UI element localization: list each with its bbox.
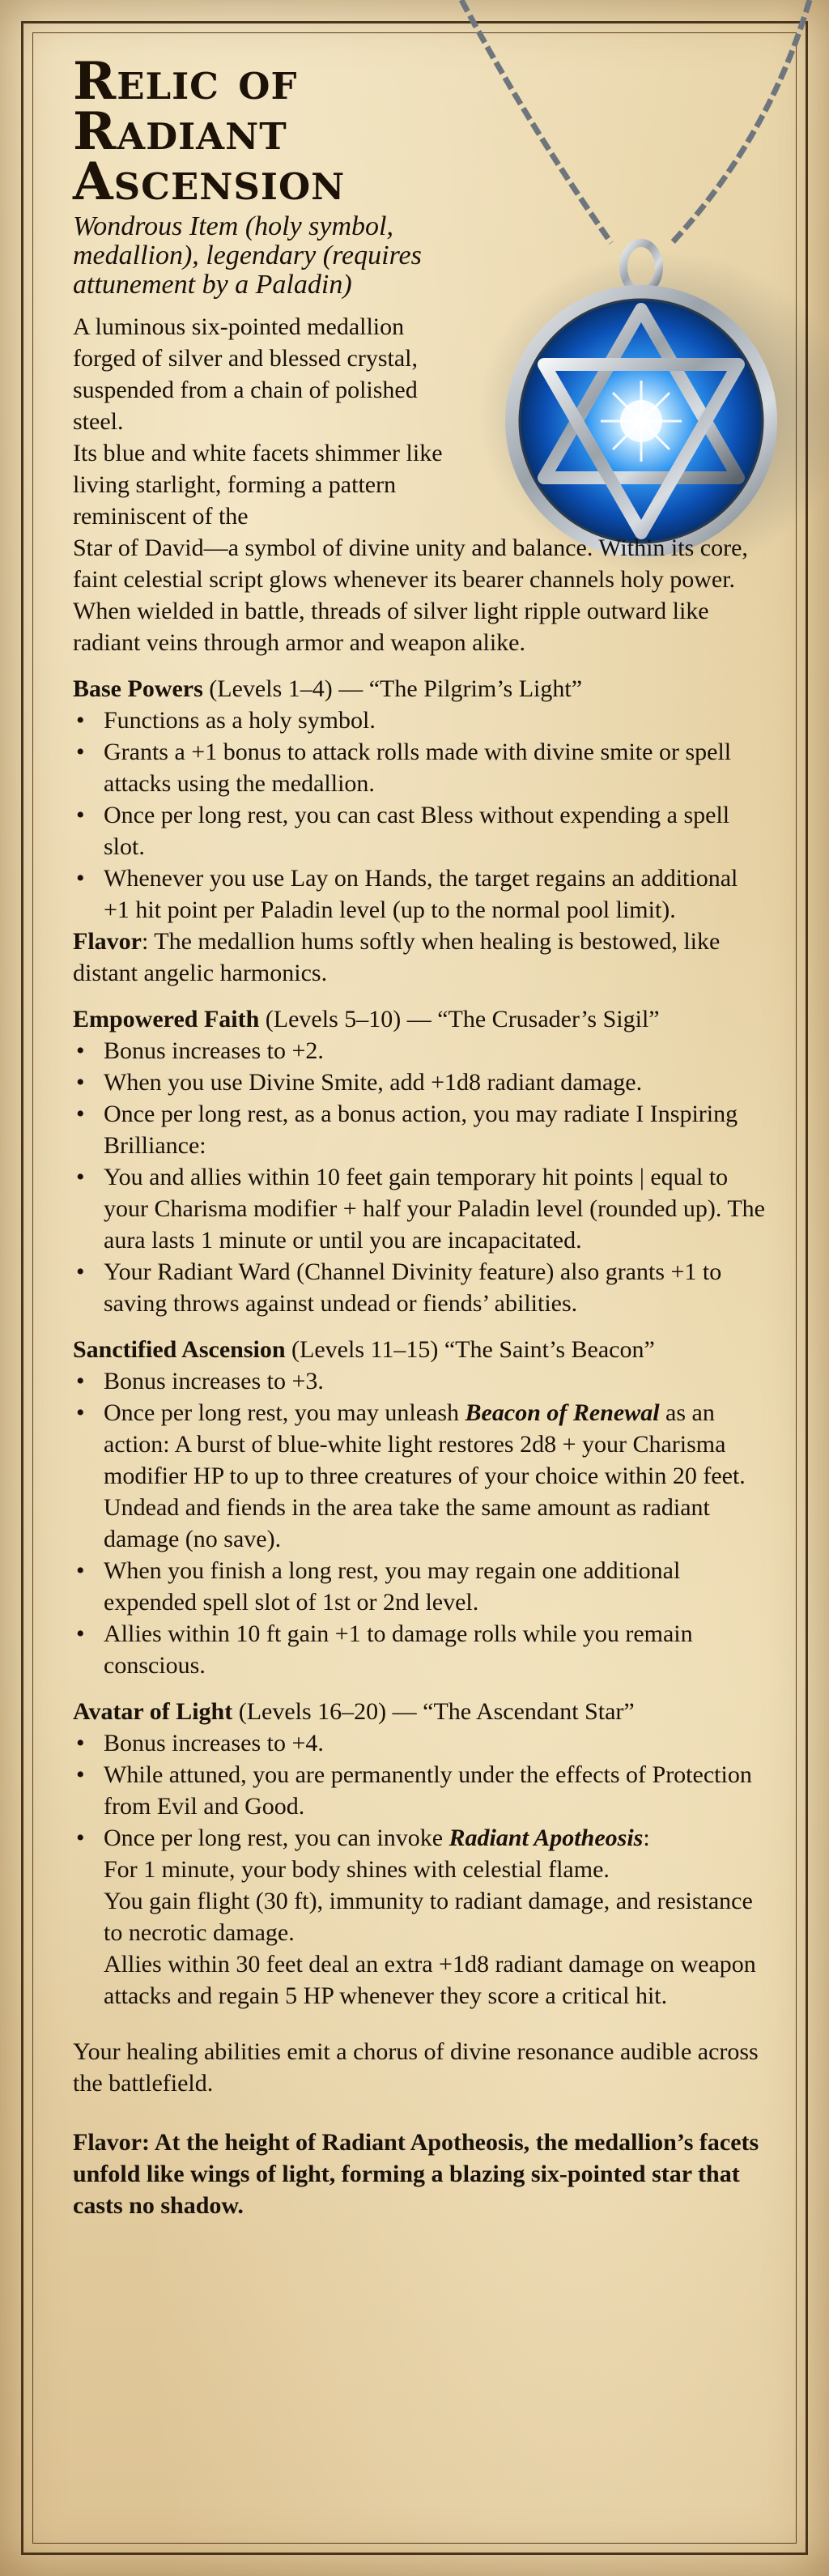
section-avatar-of-light [73,1696,769,2099]
list-item: • When you use Divine Smite, add +1d8 radiant damage. [73,1067,769,1098]
section-heading: Empowered Faith (Levels 5–10) — “The Crusader’s Sigil” [73,1006,660,1033]
base-powers-list [73,705,769,926]
base-flavor: Flavor: The medallion hums softly when healing is bestowed, like distant angelic harmonics. [73,928,721,986]
list-item: • Functions as a holy symbol. [73,705,769,736]
list-item: • Bonus increases to +2. [73,1035,769,1067]
list-item: • When you finish a long rest, you may regain one additional expended spell slot of 1st or 2nd level. [73,1555,769,1618]
avatar-list [73,1727,769,2012]
section-base-powers [73,673,769,989]
item-title: Relic of Radiant Ascension [73,51,346,212]
section-heading: Base Powers (Levels 1–4) — “The Pilgrim’s Light” [73,675,583,702]
list-item: • Your Radiant Ward (Channel Divinity feature) also grants +1 to saving throws against undead or fiends’ abilities. [73,1256,769,1319]
intro-paragraph-1: A luminous six-pointed medallion forged of silver and blessed crystal, suspended from a chain of polished steel. [73,313,418,435]
section-heading: Sanctified Ascension (Levels 11–15) “The Saint’s Beacon” [73,1336,655,1363]
list-item: • While attuned, you are permanently under the effects of Protection from Evil and Good. [73,1759,769,1822]
intro-paragraph-2: Its blue and white facets shimmer like living starlight, forming a pattern reminiscent of the [73,440,443,530]
intro [73,311,769,658]
intro-paragraph-3: Star of David—a symbol of divine unity and balance. Within its core, faint celestial script glows whenever its bearer channels holy power. When wielded in battle, threads of silver light ripple outward like radiant veins through armor and weapon alike. [73,534,748,656]
list-item: • Once per long rest, you can cast Bless without expending a spell slot. [73,799,769,862]
list-item: • Once per long rest, you may unleash Beacon of Renewal as an action: A burst of blue-white light restores 2d8 + your Charisma modifier HP to up to three creatures of your choice within 20 feet. Undead and fiends in the area take the same amount as radiant damage (no save). [73,1397,769,1555]
item-description [73,51,769,2246]
list-item: • Bonus increases to +3. [73,1365,769,1397]
list-item: • Once per long rest, as a bonus action, you may radiate I Inspiring Brilliance: [73,1098,769,1161]
list-item: • Bonus increases to +4. [73,1727,769,1759]
final-flavor: Flavor: At the height of Radiant Apotheosis, the medallion’s facets unfold like wings of light, forming a blazing six-pointed star that casts no shadow. [73,2129,759,2219]
item-subtitle: Wondrous Item (holy symbol, medallion), legendary (requires attunement by a Paladin) [73,211,422,300]
avatar-trailing-text: Your healing abilities emit a chorus of divine resonance audible across the battlefield. [73,2038,759,2097]
list-item: • Grants a +1 bonus to attack rolls made with divine smite or spell attacks using the medallion. [73,736,769,799]
section-heading: Avatar of Light (Levels 16–20) — “The Ascendant Star” [73,1698,635,1725]
sanctified-list [73,1365,769,1681]
list-item: • Once per long rest, you can invoke Radiant Apotheosis: For 1 minute, your body shines with celestial flame. You gain flight (30 ft), immunity to radiant damage, and resistance to necrotic damage. Allies within 30 feet deal an extra +1d8 radiant damage on weapon attacks and regain 5 HP whenever they score a critical hit. [73,1822,769,2012]
section-empowered-faith [73,1003,769,1319]
list-item: • Allies within 10 ft gain +1 to damage rolls while you remain conscious. [73,1618,769,1681]
list-item: • You and allies within 10 feet gain temporary hit points | equal to your Charisma modifier + half your Paladin level (rounded up). The aura lasts 1 minute or until you are incapacitated. [73,1161,769,1256]
empowered-list [73,1035,769,1319]
section-sanctified-ascension [73,1334,769,1681]
list-item: • Whenever you use Lay on Hands, the target regains an additional +1 hit point per Paladin level (up to the normal pool limit). [73,862,769,926]
